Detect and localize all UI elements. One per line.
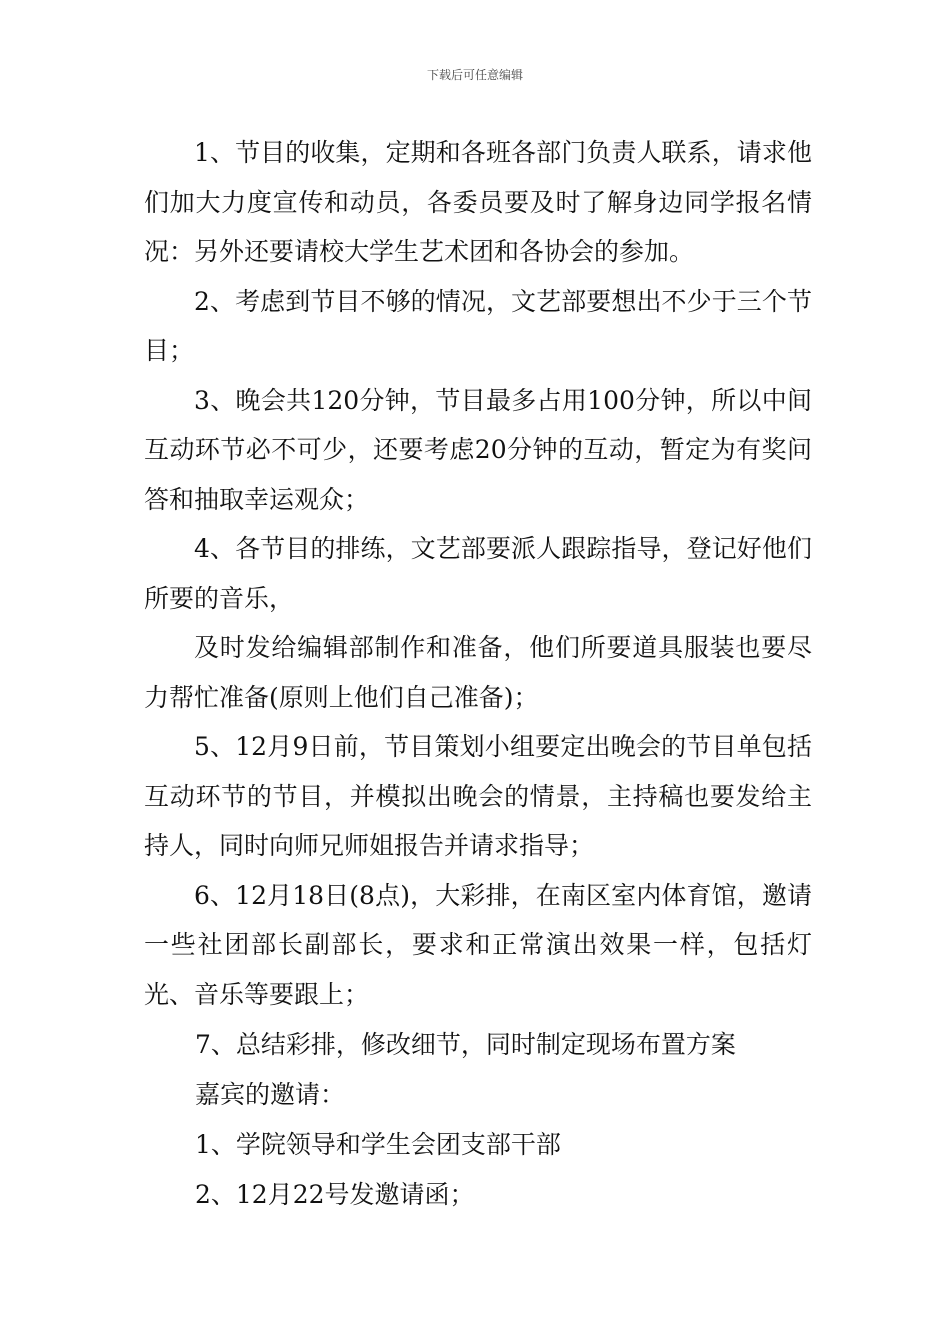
paragraph-5: 5、12月9日前，节目策划小组要定出晚会的节目单包括互动环节的节目，并模拟出晚会的情景，主持稿也要发给主持人，同时向师兄师姐报告并请求指导；: [144, 732, 812, 860]
paragraph-4-continued: 及时发给编辑部制作和准备，他们所要道具服装也要尽力帮忙准备(原则上他们自己准备)；: [144, 633, 812, 712]
paragraph-4: 4、各节目的排练，文艺部要派人跟踪指导，登记好他们所要的音乐，: [144, 534, 812, 613]
paragraph-2: 2、考虑到节目不够的情况，文艺部要想出不少于三个节目；: [144, 286, 812, 365]
guest-invitation-heading: 嘉宾的邀请：: [195, 1080, 346, 1109]
paragraph-3: 3、晚会共120分钟，节目最多占用100分钟，所以中间互动环节必不可少，还要考虑20分钟的互动，暂定为有奖问答和抽取幸运观众；: [144, 385, 812, 514]
paragraph-1: 1、节目的收集，定期和各班各部门负责人联系，请求他们加大力度宣传和动员，各委员要及时了解身边同学报名情况：另外还要请校大学生艺术团和各协会的参加。: [144, 138, 812, 266]
page-header: 下载后可任意编辑: [426, 68, 523, 82]
paragraph-6: 6、12月18日(8点)，大彩排，在南区室内体育馆，邀请一些社团部长副部长，要求和正常演出效果一样，包括灯光、音乐等要跟上；: [144, 880, 812, 1009]
guest-item-2: 2、12月22号发邀请函；: [195, 1180, 475, 1209]
paragraph-7: 7、总结彩排，修改细节，同时制定现场布置方案: [195, 1030, 736, 1059]
document-body: [144, 128, 812, 1019]
guest-item-1: 1、学院领导和学生会团支部干部: [195, 1130, 561, 1159]
